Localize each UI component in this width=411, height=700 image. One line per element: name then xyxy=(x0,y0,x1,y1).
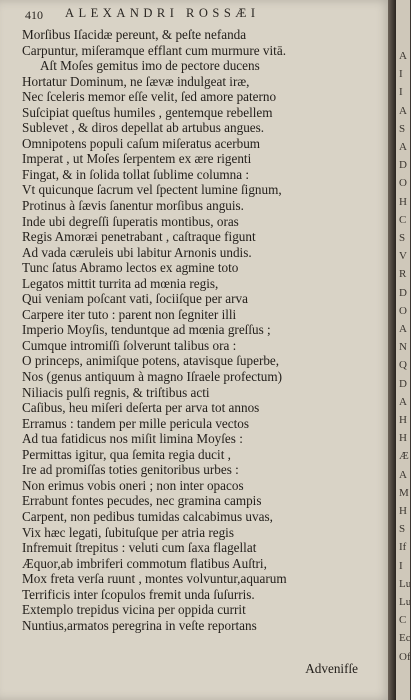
catchword: Advenifſe xyxy=(305,661,358,676)
verse-line: Regis Amoræi penetrabant , caſtraque figunt xyxy=(22,229,256,245)
verse-line: Imperio Moyſis, tenduntque ad mœnia greſſus ; xyxy=(22,322,271,338)
verse-line: Non erimus vobis oneri ; non inter opacos xyxy=(22,477,244,493)
facing-page-fragment: C xyxy=(399,614,407,627)
facing-page-fragment: I xyxy=(399,68,403,81)
facing-page-fragment: A xyxy=(399,50,407,62)
verse-line: Inde ubi degreſſi ſuperatis montibus, oras xyxy=(22,213,239,229)
facing-page-fragment: A xyxy=(399,323,407,335)
verse-line: Æquor,ab imbriferi commotum flatibus Auſtri, xyxy=(22,555,267,571)
verse-line: Caſibus, heu miſeri deſerta per arva tot annos xyxy=(22,400,260,416)
facing-page-fragment: D xyxy=(399,286,407,299)
verse-line: Ire ad promiſſas toties genitoribus urbes : xyxy=(22,462,239,478)
facing-page-fragment: Q xyxy=(399,359,407,372)
verse-line: Nec ſceleris memor eſſe velit, ſed amore paterno xyxy=(22,89,277,105)
book-gutter xyxy=(388,0,396,700)
verse-line: Sublevet , & diros depellat ab artubus angues. xyxy=(22,120,265,136)
facing-page-fragment: H xyxy=(399,195,407,208)
facing-page-fragment: S xyxy=(399,232,406,244)
verse-line: Nuntius,armatos peregrina in veſte reportans xyxy=(22,617,257,633)
verse-line: Carpuntur, miſeramque efflant cum murmure vitā. xyxy=(22,42,286,58)
facing-page-fragment: D xyxy=(399,159,407,172)
facing-page-fragment: V xyxy=(399,250,407,263)
facing-page-fragment: I xyxy=(399,86,403,99)
facing-page-fragment: Æ xyxy=(399,450,409,463)
verse-line: Aſt Moſes gemitus imo de pectore ducens xyxy=(40,58,260,74)
facing-page-fragment: A xyxy=(399,468,407,481)
verse-line: Terrificis inter ſcopulos fremit unda ſuſurris. xyxy=(22,586,255,602)
verse-line: Infremuit ſtrepitus : veluti cum ſaxa flagellat xyxy=(22,540,257,556)
verse-line: Cumque intromiſſi ſolverunt talibus ora : xyxy=(22,337,237,353)
facing-page-fragment: R xyxy=(399,268,407,281)
verse-line: Fingat, & in ſolida tollat ſublime columna : xyxy=(22,166,250,182)
verse-line: Carpere iter tuto : parent non ſegniter illi xyxy=(22,306,237,322)
verse-line: Mox freta verſa ruunt , montes volvuntur,aquarum xyxy=(22,571,287,587)
verse-text xyxy=(22,27,384,633)
verse-line: Imperat , ut Moſes ſerpentem ex ære rigenti xyxy=(22,151,252,167)
facing-page-fragment: Of xyxy=(399,650,411,663)
page-number: 410 xyxy=(25,8,43,22)
facing-page-fragment: S xyxy=(399,523,406,536)
verse-line: Vt quicunque ſacrum vel ſpectent lumine ſignum, xyxy=(22,182,282,198)
running-head: ALEXANDRI ROSSÆI xyxy=(65,6,260,20)
facing-page-fragment: O xyxy=(399,304,407,317)
verse-line: Errabunt fontes pecudes, nec gramina campis xyxy=(22,493,262,509)
facing-page-fragment: M xyxy=(399,486,409,499)
verse-line: Niliacis pulſi regnis, & triſtibus acti xyxy=(22,384,210,400)
verse-line: Qui veniam poſcant vati, ſociiſque per arva xyxy=(22,291,248,307)
facing-page-fragment: C xyxy=(399,213,407,226)
verse-line: Morſibus Iſacidæ pereunt, & peſte nefanda xyxy=(22,27,247,42)
facing-page-fragment: A xyxy=(399,104,407,117)
verse-line: Legatos mittit turrita ad mœnia regis, xyxy=(22,275,219,291)
verse-line: Nos (genus antiquum à magno Iſraele profectum) xyxy=(22,369,283,385)
verse-line: Ad vada cæruleis ubi labitur Arnonis undis. xyxy=(22,244,252,260)
facing-page-fragment: H xyxy=(399,505,407,517)
facing-page-fragment: If xyxy=(399,541,407,554)
facing-page-fragment: Ec xyxy=(399,632,411,645)
facing-page-fragment: H xyxy=(399,432,407,445)
verse-line: Erramus : tandem per mille pericula vectos xyxy=(22,415,250,431)
verse-line: Extemplo trepidus vicina per oppida currit xyxy=(22,602,246,618)
facing-page-fragment: Lu xyxy=(399,596,411,608)
verse-line: Tunc ſatus Abramo lectos ex agmine toto xyxy=(22,260,239,276)
verse-line: Ad tua fatidicus nos miſit limina Moyſes : xyxy=(22,431,243,447)
verse-line: Omnipotens populi caſum miſeratus acerbum xyxy=(22,135,261,151)
facing-page-fragment: I xyxy=(399,559,403,572)
verse-line: Hortatur Dominum, ne ſævæ indulgeat iræ, xyxy=(22,73,250,89)
facing-page-fragment: A xyxy=(399,141,407,153)
facing-page-edge xyxy=(396,0,410,700)
verse-line: O princeps, animiſque potens, atavisque ſuperbe, xyxy=(22,353,280,369)
facing-page-fragment: H xyxy=(399,414,407,426)
facing-page-fragment: S xyxy=(399,122,406,135)
facing-page-fragment: A xyxy=(399,395,407,408)
verse-line: Vix hæc legati, ſubituſque per atria regis xyxy=(22,524,234,540)
verse-line: Carpent, non pedibus tumidas calcabimus uvas, xyxy=(22,508,273,524)
verse-line: Protinus à ſævis ſanentur morſibus anguis. xyxy=(22,198,244,214)
page-header xyxy=(25,6,380,24)
verse-line: Suſcipiat queſtus humiles , gentemque rebellem xyxy=(22,104,273,120)
facing-page-fragment: O xyxy=(399,177,407,190)
facing-page-fragment: D xyxy=(399,377,407,390)
verse-line: Permittas igitur, qua ſemita regia ducit , xyxy=(22,446,231,462)
facing-page-fragment: Lu xyxy=(399,577,411,590)
facing-page-fragment: N xyxy=(399,341,407,354)
